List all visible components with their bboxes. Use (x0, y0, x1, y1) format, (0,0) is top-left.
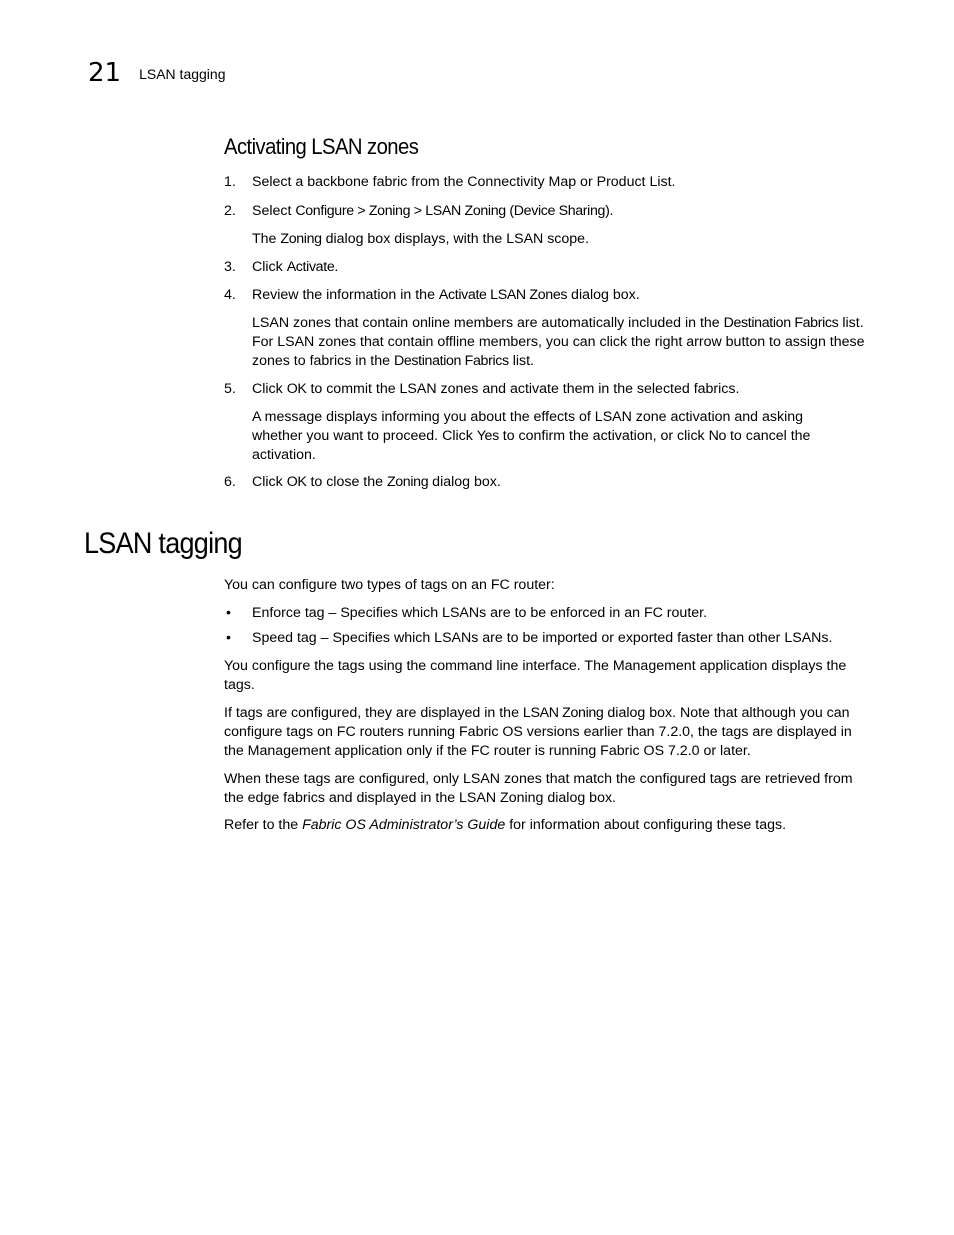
ui-element-name: LSAN Zoning (522, 705, 604, 721)
text-run: to commit the LSAN zones and activate them in the selected fabrics. (306, 381, 740, 397)
text-run: Click (252, 474, 287, 490)
ui-element-name: Destination Fabrics (723, 315, 839, 331)
text-run: Refer to the (224, 817, 303, 833)
text-run: Review the information in the (252, 287, 439, 303)
ui-element-name: Activate (286, 259, 335, 275)
step-text (252, 473, 877, 492)
ui-element-name: Zoning (280, 231, 322, 247)
running-title: LSAN tagging (139, 66, 226, 82)
paragraph (224, 704, 874, 760)
text-run: to cancel the activation. (252, 427, 811, 463)
step-text (252, 258, 877, 277)
step-number: 2. (224, 203, 236, 219)
text-run: to close the (306, 474, 387, 490)
step-note (252, 314, 874, 370)
ui-element-name: OK (286, 381, 307, 397)
text-run: . (334, 259, 339, 275)
text-run: LSAN zones that contain online members are automatically included in the (252, 315, 724, 331)
ui-element-name: Yes (476, 427, 499, 444)
text-run: dialog box. (567, 287, 640, 303)
paragraph: When these tags are configured, only LSAN zones that match the configured tags are retrieved from the edge fabrics and displayed in the LSAN Zoning dialog box. (224, 771, 853, 806)
step-number: 1. (224, 174, 236, 190)
section-heading-lsan-tagging: LSAN tagging (84, 527, 242, 560)
ui-element-name: Activate LSAN Zones (438, 287, 568, 303)
chapter-number: 21 (88, 58, 122, 88)
text-run: dialog box. Note that although you can configure tags on FC routers running Fabric OS versions earlier than 7.2.0, the tags are displayed in the Management application only if the FC router is running Fabric OS 7.2.0 or later. (224, 705, 852, 759)
ui-element-name: OK (286, 474, 307, 490)
page-header (88, 56, 226, 88)
paragraph (224, 816, 874, 835)
step-text-content: Select a backbone fabric from the Connectivity Map or Product List. (252, 174, 676, 190)
ui-element-name: Destination Fabrics (393, 352, 509, 369)
text-run: . (609, 203, 614, 219)
paragraph: You configure the tags using the command line interface. The Management application displays the tags. (224, 658, 847, 693)
section-heading-activating-lsan-zones: Activating LSAN zones (224, 134, 419, 159)
step-number: 5. (224, 381, 236, 397)
step-text (252, 380, 877, 399)
step-text (252, 173, 877, 192)
step-number: 3. (224, 259, 236, 275)
step-note (252, 408, 852, 464)
text-run: Select (252, 203, 296, 219)
bullet-glyph: • (226, 630, 231, 646)
step-text (252, 202, 877, 221)
text-run: If tags are configured, they are displayed in the (224, 705, 523, 721)
text-run: list. (508, 352, 534, 369)
step-note (252, 230, 877, 249)
ui-element-name: Zoning (386, 474, 429, 490)
step-number: 4. (224, 287, 236, 303)
step-text (252, 286, 877, 305)
paragraph: You can configure two types of tags on an FC router: (224, 577, 555, 593)
text-run: to confirm the activation, or click (498, 427, 709, 444)
text-run: Click (252, 381, 287, 397)
text-run: dialog box. (428, 474, 501, 490)
bullet-item: Speed tag – Specifies which LSANs are to be imported or exported faster than other LSANs. (252, 630, 833, 646)
ui-element-name: Configure > Zoning > LSAN Zoning (Device Sharing) (295, 203, 610, 219)
text-run: A message displays informing you about the effects of LSAN zone activation and asking whether you want to proceed. Click (252, 409, 804, 444)
text-run: dialog box displays, with the LSAN scope. (321, 231, 590, 247)
ui-element-name: No (708, 427, 727, 444)
text-run: The (252, 231, 281, 247)
text-run: list. For LSAN zones that contain offline members, you can click the right arrow button to assign these zones to fabrics in the (252, 315, 865, 369)
text-run: for information about configuring these tags. (505, 817, 787, 833)
document-title-italic: Fabric OS Administrator’s Guide (302, 817, 506, 833)
step-number: 6. (224, 474, 236, 490)
text-run: Click (252, 259, 287, 275)
bullet-item: Enforce tag – Specifies which LSANs are to be enforced in an FC router. (252, 605, 708, 621)
bullet-glyph: • (226, 605, 231, 621)
